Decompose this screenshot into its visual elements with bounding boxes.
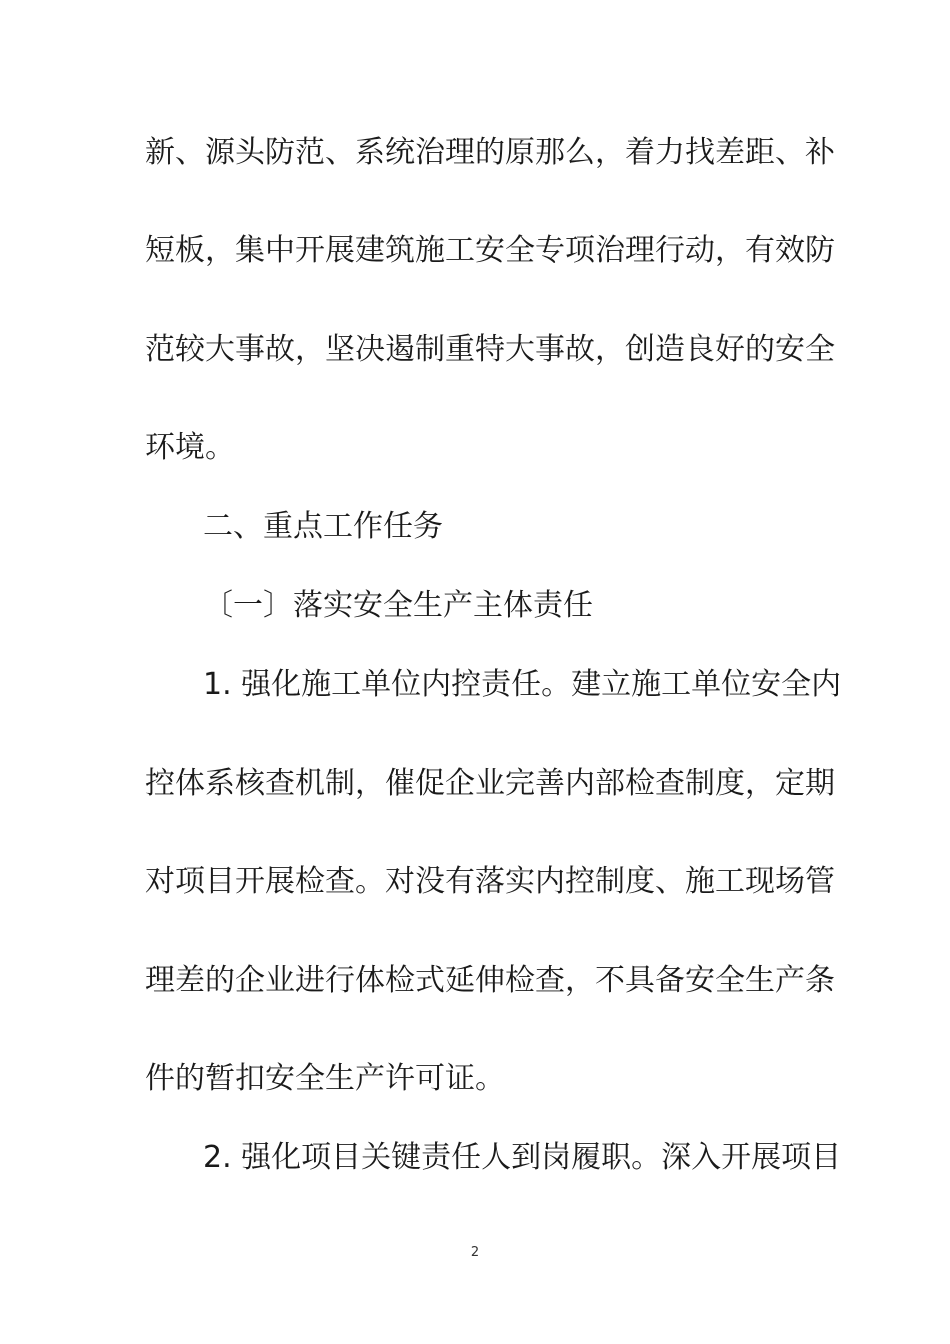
body-text-line: 新、源头防范、系统治理的原那么，着力找差距、补 (145, 135, 835, 170)
body-text-line: 件的暂扣安全生产许可证。 (145, 1061, 505, 1096)
section-heading: 二、重点工作任务 (203, 509, 443, 544)
page-number: 2 (470, 1245, 480, 1260)
body-text-line: 短板，集中开展建筑施工安全专项治理行动，有效防 (145, 233, 835, 268)
body-text-line: 1. 强化施工单位内控责任。建立施工单位安全内 (203, 667, 842, 702)
subsection-heading: 〔一〕落实安全生产主体责任 (203, 588, 593, 623)
body-text-line: 理差的企业进行体检式延伸检查，不具备安全生产条 (145, 963, 835, 998)
body-text-line: 2. 强化项目关键责任人到岗履职。深入开展项目 (203, 1140, 842, 1175)
body-text-line: 控体系核查机制，催促企业完善内部检查制度，定期 (145, 766, 835, 801)
body-text-line: 对项目开展检查。对没有落实内控制度、施工现场管 (145, 864, 835, 899)
body-text-line: 环境。 (145, 430, 235, 465)
body-text-line: 范较大事故，坚决遏制重特大事故，创造良好的安全 (145, 332, 835, 367)
